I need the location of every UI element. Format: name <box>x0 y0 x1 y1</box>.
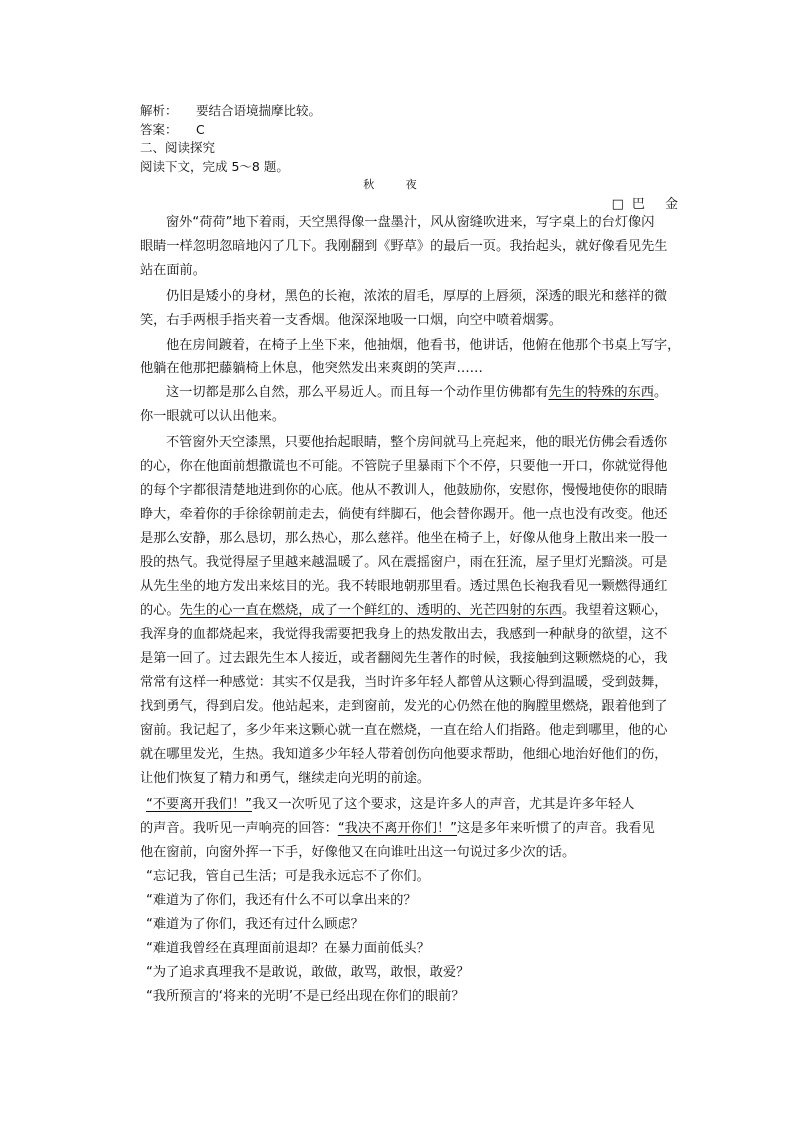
answer-label: 答案： <box>140 122 178 137</box>
paragraph-line: 你一眼就可以认出他来。 <box>140 409 286 424</box>
paragraph-line: 站在面前。 <box>140 263 206 278</box>
paragraph-line: 是第一回了。过去跟先生本人接近，或者翻阅先生著作的时候，我接触到这颗燃烧的心，我 <box>140 651 668 666</box>
essay-author: □巴 金 <box>611 197 686 212</box>
paragraph-line: 找到勇气，得到启发。他站起来，走到窗前，发光的心仍然在他的胸膛里燃烧，跟着他到了 <box>140 699 668 714</box>
text-segment: 。我望着这颗心， <box>562 603 668 618</box>
underlined-phrase: 先生的心一直在燃烧，成了一个鲜红的、透明的、光芒四射的东西 <box>179 603 562 618</box>
paragraph-line <box>140 601 684 621</box>
paragraph-line: 的每个字都很清楚地进到你的心底。他从不教训人，他鼓励你，安慰你，慢慢地使你的眼睛 <box>140 483 668 498</box>
text-segment: 我又一次听见了这个要求，这是许多人的声音，尤其是许多年轻人 <box>251 797 635 812</box>
underlined-phrase: 先生的特殊的东西 <box>548 385 654 400</box>
paragraph-line: 他在房间踱着，在椅子上坐下来，他抽烟，他看书，他讲话，他俯在他那个书桌上写字， <box>166 338 681 353</box>
quote-line: “我所预言的‘将来的光明’不是已经出现在你们的眼前？ <box>146 989 465 1004</box>
paragraph-line: 眼睛一样忽明忽暗地闪了几下。我刚翻到《野草》的最后一页。我抬起头，就好像看见先生 <box>140 239 668 254</box>
underlined-quote: “不要离开我们！” <box>146 797 252 812</box>
text-segment: 的声音。我听见一声响亮的回答： <box>140 821 338 836</box>
paragraph-line: 是那么安静，那么恳切，那么热心，那么慈祥。他坐在椅子上，好像从他身上散出来一股一 <box>140 531 668 546</box>
paragraph-line: 股的热气。我觉得屋子里越来越温暖了。风在震摇窗户，雨在狂流，屋子里灯光黯淡。可是 <box>140 555 668 570</box>
paragraph-line: 窗前。我记起了，多少年来这颗心就一直在燃烧，一直在给人们指路。他走到哪里，他的心 <box>140 723 668 738</box>
paragraph-line: 睁大，牵着你的手徐徐朝前走去，倘使有绊脚石，他会替你踢开。他一点也没有改变。他还 <box>140 507 668 522</box>
underlined-quote: “我决不离开你们！” <box>337 821 457 836</box>
analysis-text: 要结合语境揣摩比较。 <box>196 103 322 118</box>
answer-text: C <box>196 122 205 137</box>
paragraph-line: 不管窗外天空漆黑，只要他抬起眼睛，整个房间就马上亮起来，他的眼光仿佛会看透你 <box>166 435 668 450</box>
analysis-label: 解析： <box>140 103 178 118</box>
paragraph-line: 我浑身的血都烧起来，我觉得我需要把我身上的热发散出去，我感到一种献身的欲望，这不 <box>140 627 668 642</box>
paragraph-line: 从先生坐的地方发出来炫目的光。我不转眼地朝那里看。透过黑色长袍我看见一颗燃得通红 <box>140 579 668 594</box>
answer-line <box>140 120 684 140</box>
paragraph-line <box>140 795 684 815</box>
text-segment: 这是多年来听惯了的声音。我看见 <box>456 821 655 836</box>
text-segment: 。 <box>653 385 668 400</box>
paragraph-line: 他在窗前，向窗外挥一下手，好像他又在向谁吐出这一句说过多少次的话。 <box>140 845 576 860</box>
paragraph-line: 笑，右手两根手指夹着一支香烟。他深深地吸一口烟，向空中喷着烟雾。 <box>140 313 562 328</box>
essay-title: 秋 夜 <box>363 178 431 191</box>
text-segment: 的心。 <box>140 603 180 618</box>
section-heading: 二、阅读探究 <box>140 140 216 155</box>
paragraph-line <box>140 383 684 403</box>
paragraph-line: 仍旧是矮小的身材，黑色的长袍，浓浓的眉毛，厚厚的上唇须，深透的眼光和慈祥的微 <box>166 289 668 304</box>
paragraph-line: 他躺在他那把藤躺椅上休息，他突然发出来爽朗的笑声…… <box>140 361 483 376</box>
paragraph-line: 的心，你在他面前想撒谎也不可能。不管院子里暴雨下个不停，只要他一开口，你就觉得他 <box>140 459 668 474</box>
quote-line: “难道为了你们，我还有什么不可以拿出来的？ <box>146 893 417 908</box>
reading-instruction: 阅读下文，完成 5～8 题。 <box>140 159 289 174</box>
paragraph-line: 窗外“荷荷”地下着雨，天空黑得像一盘墨汁，风从窗缝吹进来，写字桌上的台灯像闪 <box>166 215 655 230</box>
paragraph-line: 常常有这样一种感觉：其实不仅是我，当时许多年轻人都曾从这颗心得到温暖，受到鼓舞， <box>140 675 668 690</box>
quote-line: “难道我曾经在真理面前退却？在暴力面前低头？ <box>146 941 430 956</box>
text-segment: 这一切都是那么自然，那么平易近人。而且每一个动作里仿佛都有 <box>166 385 549 400</box>
paragraph-line: 就在哪里发光，生热。我知道多少年轻人带着创伤向他要求帮助，他细心地治好他们的伤， <box>140 747 668 762</box>
quote-line: “为了追求真理我不是敢说，敢做，敢骂，敢恨，敢爱？ <box>146 965 470 980</box>
quote-line: “忘记我，管自己生活；可是我永远忘不了你们。 <box>146 869 430 884</box>
quote-line: “难道为了你们，我还有过什么顾虑？ <box>146 917 364 932</box>
paragraph-line <box>140 819 684 839</box>
analysis-line <box>140 101 684 121</box>
paragraph-line: 让他们恢复了精力和勇气，继续走向光明的前途。 <box>140 771 431 786</box>
